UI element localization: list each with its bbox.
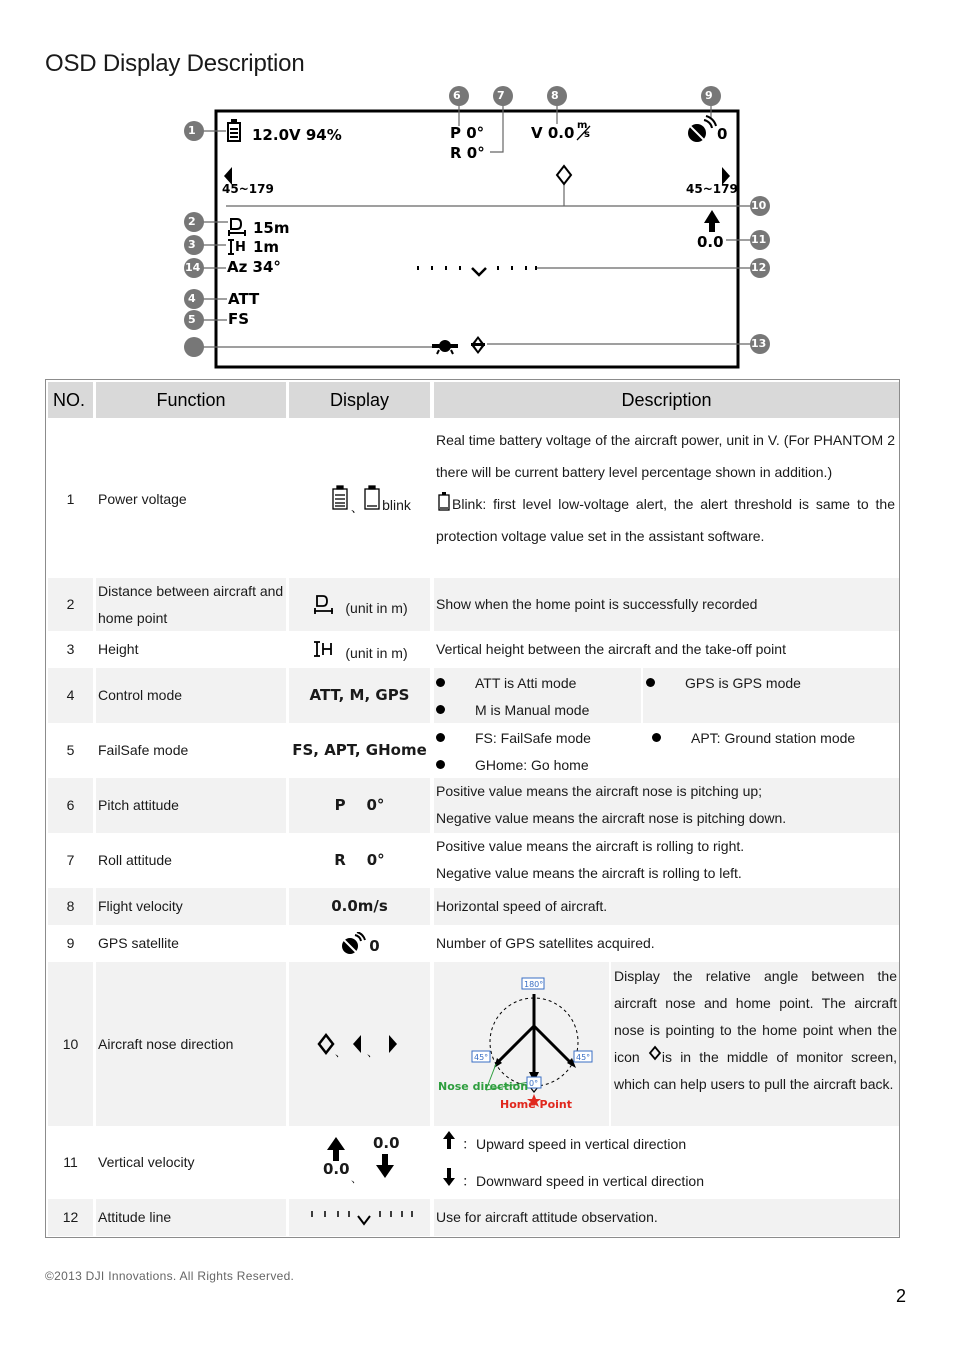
row-function: Power voltage xyxy=(98,490,187,507)
figure-label-right: 45° xyxy=(576,1053,591,1062)
attitude-line xyxy=(417,266,537,270)
table-row xyxy=(46,668,899,723)
svg-text:、: 、 xyxy=(366,1046,378,1059)
row-description: ：Upward speed in vertical direction ：Downward speed in vertical direction xyxy=(434,1126,899,1199)
table-row xyxy=(46,1199,899,1236)
aircraft-home-icon xyxy=(432,340,458,354)
callout-13: 13 xyxy=(751,337,767,350)
table-row xyxy=(46,888,899,925)
row-description: Real time battery voltage of the aircraft power, unit in V. (For PHANTOM 2 there will be current battery level percentage shown in addition.) Blink: first level low-voltage alert, the alert threshold is same to the protection voltage value set in the assistant software. xyxy=(436,432,895,544)
nose-direction-figure xyxy=(436,964,606,1124)
osd-failsafe-mode: FS xyxy=(228,310,250,328)
row-function: Distance between aircraft and home point xyxy=(96,578,286,631)
list-item: ATT is Atti mode xyxy=(436,670,576,697)
osd-diagram xyxy=(0,80,954,380)
page-number: 2 xyxy=(896,1286,907,1306)
callout-6: 6 xyxy=(453,89,461,102)
callout-2: 2 xyxy=(188,215,196,228)
row-function: Control mode xyxy=(96,668,286,723)
row-function: FailSafe mode xyxy=(98,742,189,758)
osd-table xyxy=(45,379,900,1238)
row-display: P 0° xyxy=(289,778,430,833)
figure-label-nose: Nose direction xyxy=(438,1080,529,1093)
row-number: 10 xyxy=(48,962,93,1126)
row-number: 12 xyxy=(48,1199,93,1236)
down-arrow-icon xyxy=(442,1167,456,1187)
osd-velocity: V 0.0 xyxy=(531,124,575,142)
row-number: 8 xyxy=(48,888,93,925)
osd-height: 1m xyxy=(253,238,280,256)
row-description xyxy=(434,668,899,723)
row-number: 11 xyxy=(63,1154,78,1170)
figure-label-180: 180° xyxy=(524,980,544,989)
page-title: OSD Display Description xyxy=(45,50,305,77)
row-display: 0 xyxy=(289,925,430,962)
osd-control-mode: ATT xyxy=(228,290,260,308)
table-row xyxy=(46,925,899,962)
osd-azimuth: Az 34° xyxy=(227,258,281,276)
row-display xyxy=(289,1199,430,1236)
row-display: (unit in m) xyxy=(289,631,430,668)
table-row xyxy=(46,778,899,833)
header-display: Display xyxy=(289,382,430,418)
blink-label: blink xyxy=(382,496,411,513)
list-item: FS: FailSafe mode xyxy=(436,725,591,752)
osd-voltage: 12.0V 94% xyxy=(252,126,342,144)
height-icon xyxy=(228,240,234,254)
gps-satellite-icon xyxy=(688,116,716,142)
callout-5: 5 xyxy=(188,313,196,326)
distance-icon xyxy=(228,219,246,236)
row-function: GPS satellite xyxy=(98,935,179,951)
battery-empty-icon xyxy=(365,486,379,509)
nose-diamond-icon xyxy=(648,1045,662,1063)
row-number: 1 xyxy=(66,490,75,507)
row-display: 0.0m/s xyxy=(289,888,430,925)
svg-text:、: 、 xyxy=(334,1046,346,1059)
table-row xyxy=(46,1126,899,1199)
row-function: Height xyxy=(98,641,139,657)
callout-4: 4 xyxy=(188,292,196,305)
row-number: 9 xyxy=(66,935,75,951)
callout-14: 14 xyxy=(185,261,201,274)
row-display: FS, APT, GHome xyxy=(292,741,427,759)
row-function: Flight velocity xyxy=(96,888,286,925)
list-item: M is Manual mode xyxy=(436,697,589,724)
row-display: (unit in m) xyxy=(289,578,430,631)
row-function: Vertical velocity xyxy=(98,1154,195,1170)
gps-satellite-icon xyxy=(339,932,367,956)
table-row xyxy=(46,420,899,578)
figure-label-0: 0° xyxy=(529,1079,539,1088)
row-description: Number of GPS satellites acquired. xyxy=(436,935,655,951)
figure-label-left: 45° xyxy=(474,1053,489,1062)
row-function: Roll attitude xyxy=(98,852,172,868)
up-arrow-icon xyxy=(442,1130,456,1150)
row-description: Show when the home point is successfully recorded xyxy=(434,578,899,631)
row-number: 7 xyxy=(66,852,75,868)
header-no: NO. xyxy=(48,382,93,418)
row-description xyxy=(434,723,899,778)
callout-1: 1 xyxy=(188,124,196,137)
right-arrow-icon xyxy=(389,1035,397,1053)
up-arrow-icon xyxy=(326,1136,346,1162)
osd-height-h: H xyxy=(235,240,246,255)
osd-range-right: 45~179 xyxy=(686,182,738,196)
row-display: 0.0 、 0.0 xyxy=(323,1134,400,1185)
row-number: 4 xyxy=(48,668,93,723)
row-description: Vertical height between the aircraft and the take-off point xyxy=(436,641,786,657)
row-number: 3 xyxy=(66,641,75,657)
nose-diamond-icon xyxy=(319,1035,333,1053)
callout-11: 11 xyxy=(751,233,767,246)
row-description: Horizontal speed of aircraft. xyxy=(434,888,899,925)
row-number: 6 xyxy=(48,778,93,833)
attitude-v-icon xyxy=(472,268,486,275)
left-arrow-icon xyxy=(353,1035,361,1053)
row-display: ATT, M, GPS xyxy=(289,668,430,723)
callout-12: 12 xyxy=(751,261,767,274)
table-row xyxy=(46,833,899,888)
table-row xyxy=(46,578,899,631)
figure-label-home: Home Point xyxy=(500,1098,572,1111)
osd-gps-count: 0 xyxy=(717,125,728,143)
osd-distance: 15m xyxy=(253,219,290,237)
callout-7: 7 xyxy=(497,89,505,102)
row-display xyxy=(289,962,430,1126)
table-row xyxy=(46,962,899,1126)
distance-icon xyxy=(311,593,339,617)
list-item: GPS is GPS mode xyxy=(646,670,801,697)
list-item: GHome: Go home xyxy=(436,752,589,779)
osd-roll: R 0° xyxy=(450,144,485,162)
footer-copyright: ©2013 DJI Innovations. All Rights Reserved. xyxy=(45,1269,295,1283)
down-arrow-icon xyxy=(375,1153,395,1179)
osd-pitch: P 0° xyxy=(450,124,485,142)
nose-direction-icons xyxy=(315,1029,405,1059)
header-description: Description xyxy=(434,382,899,418)
nose-description: Display the relative angle between the aircraft nose and home point. The aircraft nose is pointing to the home point when the icon is in the middle of monitor screen, which can help users to pull the aircraft back. xyxy=(614,968,898,1092)
osd-velocity-unit-top: m xyxy=(577,120,588,131)
row-function: Pitch attitude xyxy=(96,778,286,833)
callout-8: 8 xyxy=(551,89,559,102)
row-display xyxy=(289,420,430,578)
row-function: Aircraft nose direction xyxy=(96,962,286,1126)
row-number: 5 xyxy=(66,742,75,758)
header-function: Function xyxy=(96,382,286,418)
callout-10: 10 xyxy=(751,199,767,212)
row-function: Attitude line xyxy=(96,1199,286,1236)
svg-text:、: 、 xyxy=(351,501,364,514)
battery-full-icon xyxy=(333,486,347,509)
callout-3: 3 xyxy=(188,238,196,251)
table-row xyxy=(46,631,899,668)
up-arrow-icon xyxy=(704,210,720,232)
row-description: Positive value means the aircraft nose is pitching up; Negative value means the aircraft nose is pitching down. xyxy=(434,778,899,833)
attitude-line-icon xyxy=(305,1206,415,1230)
row-description: Use for aircraft attitude observation. xyxy=(434,1199,899,1236)
nose-diamond-icon xyxy=(557,166,571,184)
list-item: APT: Ground station mode xyxy=(652,725,855,752)
osd-velocity-unit-bottom: s xyxy=(584,129,590,140)
row-description xyxy=(434,962,899,1126)
row-display: R 0° xyxy=(334,851,385,869)
callout-9: 9 xyxy=(705,89,713,102)
row-number: 2 xyxy=(48,578,93,631)
osd-vertical-speed: 0.0 xyxy=(697,233,724,251)
row-description: Positive value means the aircraft is rolling to right. Negative value means the aircraft is rolling to left. xyxy=(436,838,745,881)
table-row xyxy=(46,723,899,778)
battery-blink-icon xyxy=(436,491,452,511)
battery-icon xyxy=(228,119,240,141)
height-icon xyxy=(311,638,339,662)
osd-range-left: 45~179 xyxy=(222,182,274,196)
